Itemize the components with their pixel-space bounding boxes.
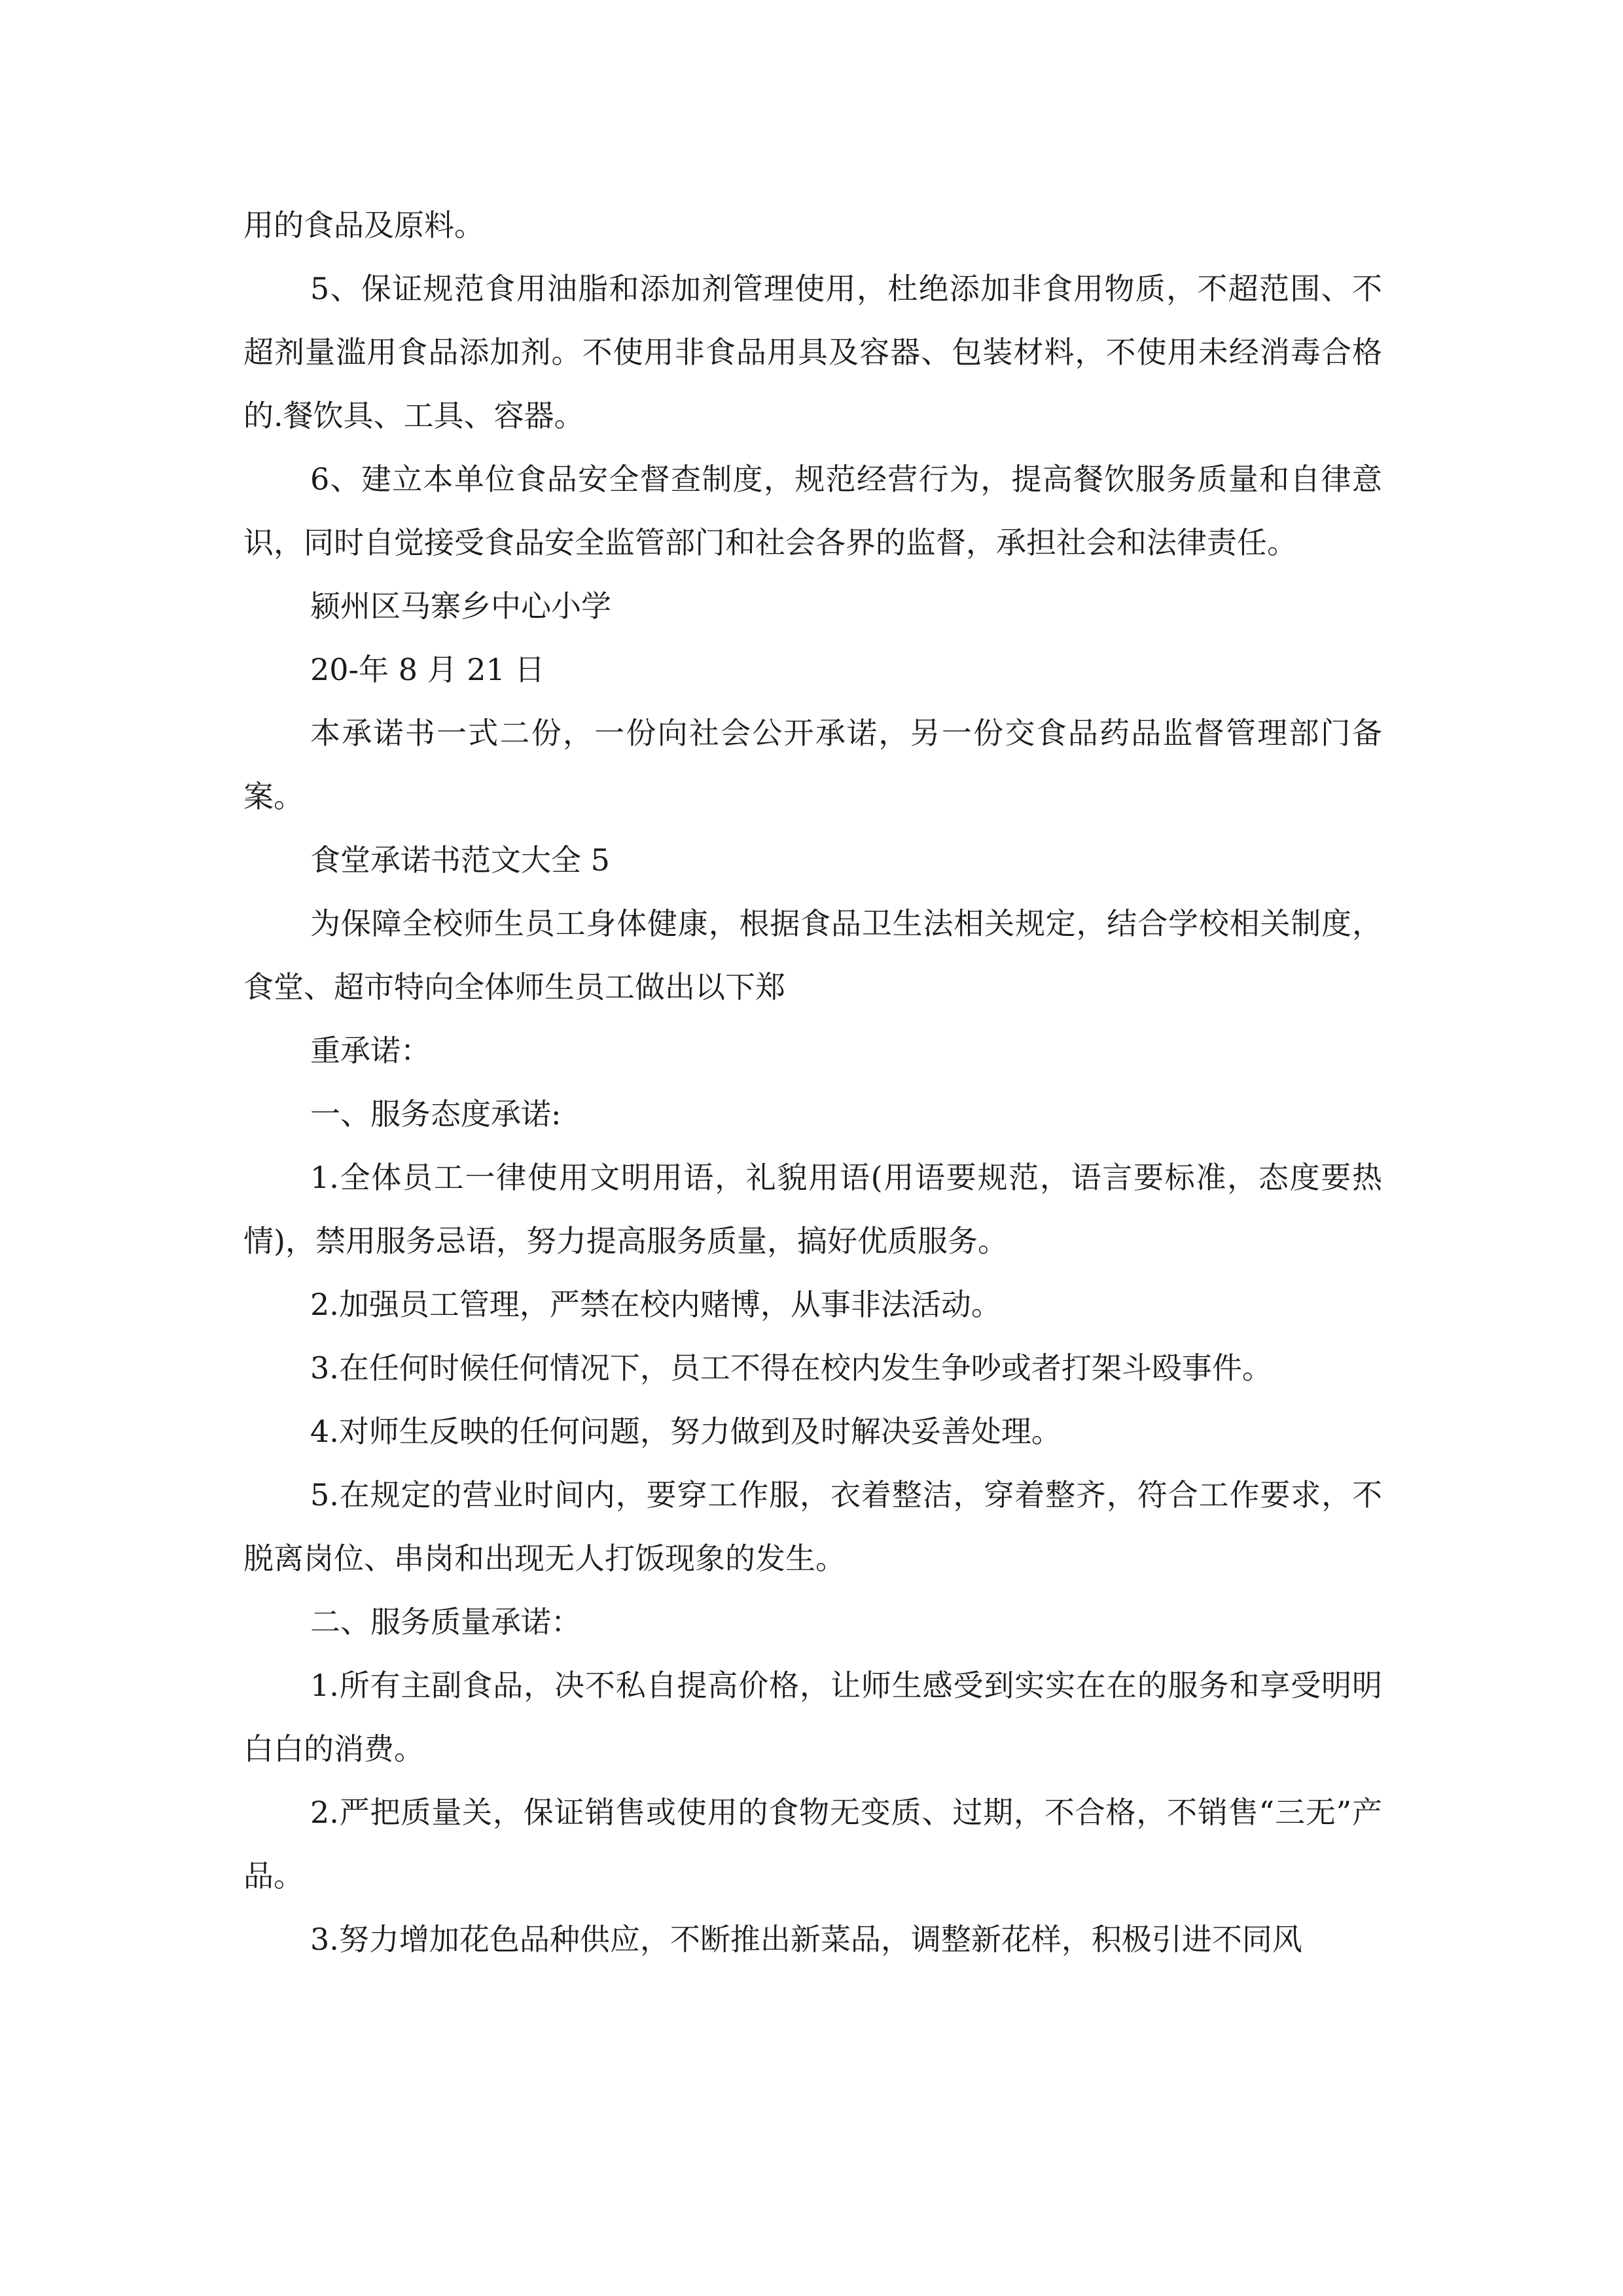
list-item: 4.对师生反映的任何问题，努力做到及时解决妥善处理。 — [310, 1414, 1061, 1449]
list-item: 3.努力增加花色品种供应，不断推出新菜品，调整新花样，积极引进不同风 — [310, 1922, 1302, 1957]
list-item: 5.在规定的营业时间内，要穿工作服，衣着整洁，穿着整齐，符合工作要求，不脱离岗位、串岗和出现无人打饭现象的发生。 — [243, 1477, 1382, 1576]
paragraph-food-materials: 用的食品及原料。 — [243, 207, 484, 243]
paragraph-item-5-additives: 5、保证规范食用油脂和添加剂管理使用，杜绝添加非食用物质，不超范围、不超剂量滥用食品添加剂。不使用非食品用具及容器、包装材料，不使用未经消毒合格的.餐饮具、工具、容器。 — [243, 271, 1382, 433]
paragraph-item-6-supervision: 6、建立本单位食品安全督查制度，规范经营行为，提高餐饮服务质量和自律意识，同时自觉接受食品安全监管部门和社会各界的监督，承担社会和法律责任。 — [243, 461, 1382, 560]
paragraph-solemn-promise: 重承诺： — [310, 1033, 431, 1068]
section-title: 食堂承诺书范文大全 5 — [310, 842, 610, 878]
list-item: 1.所有主副食品，决不私自提高价格，让师生感受到实实在在的服务和享受明明白白的消费。 — [243, 1668, 1382, 1767]
signature-date: 20-年 8 月 21 日 — [310, 652, 545, 687]
list-item: 3.在任何时候任何情况下，员工不得在校内发生争吵或者打架斗殴事件。 — [310, 1350, 1272, 1386]
list-item: 2.加强员工管理，严禁在校内赌博，从事非法活动。 — [310, 1287, 1001, 1322]
list-item: 2.严把质量关，保证销售或使用的食物无变质、过期，不合格，不销售“三无”产品。 — [243, 1795, 1382, 1893]
document-body — [243, 194, 1382, 1971]
heading-service-quality: 二、服务质量承诺： — [310, 1604, 581, 1640]
paragraph-intro: 为保障全校师生员工身体健康，根据食品卫生法相关规定，结合学校相关制度，食堂、超市特向全体师生员工做出以下郑 — [243, 906, 1382, 1005]
heading-service-attitude: 一、服务态度承诺: — [310, 1096, 562, 1132]
paragraph-copies-note: 本承诺书一式二份，一份向社会公开承诺，另一份交食品药品监督管理部门备案。 — [243, 715, 1382, 814]
list-item: 1.全体员工一律使用文明用语，礼貌用语(用语要规范，语言要标准，态度要热情)，禁用服务忌语，努力提高服务质量，搞好优质服务。 — [243, 1160, 1382, 1259]
signature-organization: 颍州区马寨乡中心小学 — [310, 588, 611, 624]
